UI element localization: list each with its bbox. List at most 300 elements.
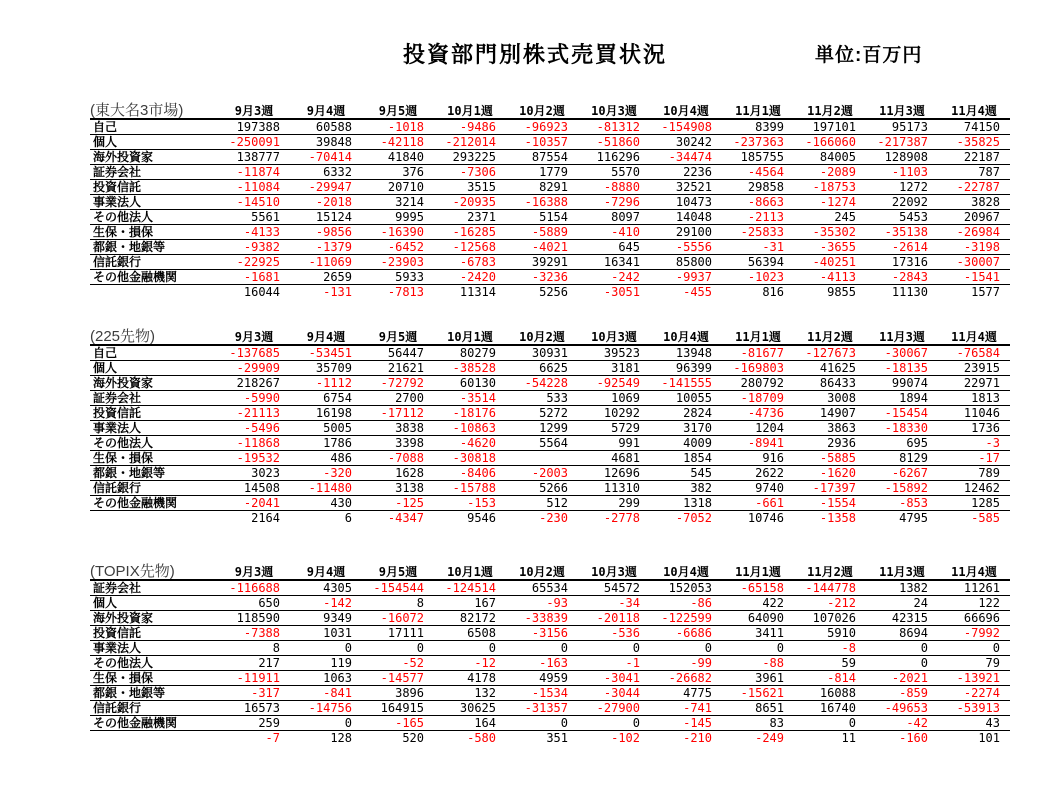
value-cell: 218267	[218, 376, 290, 391]
value-cell: 87554	[506, 150, 578, 165]
row-label: その他金融機関	[90, 270, 218, 285]
value-cell: 132	[434, 686, 506, 701]
value-cell: -12568	[434, 240, 506, 255]
value-cell: -38528	[434, 361, 506, 376]
value-cell: 65534	[506, 580, 578, 596]
value-cell: -18330	[866, 421, 938, 436]
value-cell: -3044	[578, 686, 650, 701]
value-cell: 1813	[938, 391, 1010, 406]
value-cell: 5256	[539, 285, 568, 299]
week-header: 11月1週	[722, 330, 794, 345]
row-label: 投資信託	[90, 180, 218, 195]
value-cell: 85800	[650, 255, 722, 270]
value-cell: -142	[290, 596, 362, 611]
week-header: 10月3週	[578, 104, 650, 119]
value-cell: -6686	[650, 626, 722, 641]
value-cell: 4305	[290, 580, 362, 596]
value-cell: 5729	[578, 421, 650, 436]
value-cell: 30242	[650, 135, 722, 150]
value-cell: 5910	[794, 626, 866, 641]
value-cell: 164	[434, 716, 506, 731]
value-cell: 41840	[362, 150, 434, 165]
value-cell: -20118	[578, 611, 650, 626]
value-cell: 16740	[794, 701, 866, 716]
value-cell: 3863	[794, 421, 866, 436]
value-cell: 533	[506, 391, 578, 406]
value-cell: 520	[402, 731, 424, 745]
week-header: 9月5週	[362, 104, 434, 119]
week-header: 11月4週	[938, 565, 1010, 580]
value-cell: 0	[866, 656, 938, 671]
value-cell: 4009	[650, 436, 722, 451]
table-row	[90, 135, 1010, 150]
value-cell: 11	[841, 731, 856, 745]
value-cell: -1534	[506, 686, 578, 701]
value-cell: -153	[434, 496, 506, 511]
value-cell: -1103	[866, 165, 938, 180]
row-label: 信託銀行	[90, 481, 218, 496]
value-cell: -30007	[938, 255, 1010, 270]
value-cell: 787	[938, 165, 1010, 180]
value-cell: 0	[506, 641, 578, 656]
value-cell: -2843	[866, 270, 938, 285]
value-cell: 32521	[650, 180, 722, 195]
value-cell: 8097	[578, 210, 650, 225]
value-cell: 4178	[434, 671, 506, 686]
value-cell: 0	[794, 716, 866, 731]
value-cell: 280792	[722, 376, 794, 391]
week-header: 10月1週	[434, 330, 506, 345]
value-cell: 10746	[747, 511, 784, 525]
row-label: 自己	[90, 345, 218, 361]
value-cell: -127673	[794, 345, 866, 361]
value-cell: -76584	[938, 345, 1010, 361]
table-row	[90, 626, 1010, 641]
value-cell: -52	[362, 656, 434, 671]
value-cell: -116688	[218, 580, 290, 596]
value-cell: -16072	[362, 611, 434, 626]
row-label: 都銀・地銀等	[90, 240, 218, 255]
value-cell: 16044	[243, 285, 280, 299]
value-cell: -14577	[362, 671, 434, 686]
value-cell: -10357	[506, 135, 578, 150]
value-cell: 2622	[722, 466, 794, 481]
value-cell: -10863	[434, 421, 506, 436]
value-cell: -26682	[650, 671, 722, 686]
value-cell: 0	[434, 641, 506, 656]
row-label: 海外投資家	[90, 376, 218, 391]
value-cell: 0	[290, 716, 362, 731]
table-row	[90, 436, 1010, 451]
value-cell: -4113	[794, 270, 866, 285]
value-cell: 14907	[794, 406, 866, 421]
value-cell: 197101	[794, 119, 866, 135]
value-cell: 3008	[794, 391, 866, 406]
value-cell: -2003	[506, 466, 578, 481]
value-cell: -11911	[218, 671, 290, 686]
value-cell: -17112	[362, 406, 434, 421]
value-cell: -13921	[938, 671, 1010, 686]
value-cell: -217387	[866, 135, 938, 150]
value-cell: -1274	[794, 195, 866, 210]
value-cell: -2113	[722, 210, 794, 225]
table-topix-futures	[90, 565, 1010, 745]
value-cell: -7388	[218, 626, 290, 641]
value-cell: 4795	[899, 511, 928, 525]
value-cell: -81312	[578, 119, 650, 135]
value-cell: 3214	[362, 195, 434, 210]
value-cell: 23915	[938, 361, 1010, 376]
value-cell: -141555	[650, 376, 722, 391]
value-cell: -1620	[794, 466, 866, 481]
total-row	[90, 285, 1010, 300]
value-cell: -2274	[938, 686, 1010, 701]
row-label: 証券会社	[90, 391, 218, 406]
value-cell: -3514	[434, 391, 506, 406]
value-cell: -40251	[794, 255, 866, 270]
value-cell: -29947	[290, 180, 362, 195]
row-label: 自己	[90, 119, 218, 135]
value-cell: -8880	[578, 180, 650, 195]
value-cell: -51860	[578, 135, 650, 150]
value-cell: -54228	[506, 376, 578, 391]
table-row	[90, 421, 1010, 436]
value-cell: -1023	[722, 270, 794, 285]
value-cell: 1069	[578, 391, 650, 406]
table-row	[90, 580, 1010, 596]
week-header: 11月1週	[722, 565, 794, 580]
table-row	[90, 701, 1010, 716]
value-cell: 54572	[578, 580, 650, 596]
week-header: 10月1週	[434, 104, 506, 119]
value-cell: -7813	[387, 285, 424, 299]
week-header-row	[90, 330, 1010, 345]
week-header: 9月3週	[218, 104, 290, 119]
value-cell: 5453	[866, 210, 938, 225]
value-cell: 41625	[794, 361, 866, 376]
value-cell: -7296	[578, 195, 650, 210]
value-cell: -92549	[578, 376, 650, 391]
value-cell: 430	[290, 496, 362, 511]
value-cell: -88	[722, 656, 794, 671]
value-cell: 916	[722, 451, 794, 466]
value-cell: 17111	[362, 626, 434, 641]
value-cell: -21113	[218, 406, 290, 421]
value-cell: 512	[506, 496, 578, 511]
table-tokyo-osaka-nagoya	[90, 104, 1010, 299]
row-label: 投資信託	[90, 626, 218, 641]
value-cell: -249	[755, 731, 784, 745]
week-header: 11月2週	[794, 104, 866, 119]
row-label: 都銀・地銀等	[90, 686, 218, 701]
value-cell: 6332	[290, 165, 362, 180]
value-cell: 3515	[434, 180, 506, 195]
value-cell: 695	[866, 436, 938, 451]
value-cell: 39291	[506, 255, 578, 270]
row-label: その他金融機関	[90, 496, 218, 511]
value-cell: 74150	[938, 119, 1010, 135]
week-header: 11月4週	[938, 330, 1010, 345]
value-cell: -53913	[938, 701, 1010, 716]
value-cell: -18753	[794, 180, 866, 195]
value-cell: 22971	[938, 376, 1010, 391]
value-cell: -1541	[938, 270, 1010, 285]
table-row	[90, 345, 1010, 361]
value-cell: -6783	[434, 255, 506, 270]
table-row	[90, 255, 1010, 270]
value-cell: 60588	[290, 119, 362, 135]
row-label: その他法人	[90, 656, 218, 671]
value-cell: 2659	[290, 270, 362, 285]
value-cell: 8399	[722, 119, 794, 135]
value-cell: 1031	[290, 626, 362, 641]
value-cell: 22187	[938, 150, 1010, 165]
value-cell: 0	[722, 641, 794, 656]
row-label: 個人	[90, 135, 218, 150]
table-nikkei225-futures	[90, 330, 1010, 525]
value-cell: 16088	[794, 686, 866, 701]
value-cell: -580	[467, 731, 496, 745]
value-cell: 4775	[650, 686, 722, 701]
value-cell: -25833	[722, 225, 794, 240]
value-cell: 5561	[218, 210, 290, 225]
value-cell: -2021	[866, 671, 938, 686]
value-cell: 1204	[722, 421, 794, 436]
value-cell: -1681	[218, 270, 290, 285]
value-cell: -11868	[218, 436, 290, 451]
value-cell: -1	[578, 656, 650, 671]
value-cell: -3198	[938, 240, 1010, 255]
value-cell: -585	[971, 511, 1000, 525]
value-cell: -18135	[866, 361, 938, 376]
value-cell: 95173	[866, 119, 938, 135]
value-cell: 382	[650, 481, 722, 496]
row-label: 生保・損保	[90, 671, 218, 686]
value-cell: 17316	[866, 255, 938, 270]
value-cell: -1018	[362, 119, 434, 135]
value-cell: 4959	[506, 671, 578, 686]
value-cell: 0	[938, 641, 1010, 656]
value-cell: -536	[578, 626, 650, 641]
value-cell: 11314	[459, 285, 496, 299]
value-cell: 11261	[938, 580, 1010, 596]
value-cell: -2018	[290, 195, 362, 210]
value-cell: 3170	[650, 421, 722, 436]
value-cell: -4021	[506, 240, 578, 255]
value-cell: 9995	[362, 210, 434, 225]
value-cell: 9740	[722, 481, 794, 496]
value-cell: -853	[866, 496, 938, 511]
value-cell: -15892	[866, 481, 938, 496]
value-cell: -237363	[722, 135, 794, 150]
value-cell: 56394	[722, 255, 794, 270]
value-cell: 1779	[506, 165, 578, 180]
value-cell: 60130	[434, 376, 506, 391]
table-row	[90, 496, 1010, 511]
value-cell: -7	[265, 731, 280, 745]
value-cell: -3156	[506, 626, 578, 641]
value-cell: 1628	[362, 466, 434, 481]
value-cell: -14510	[218, 195, 290, 210]
value-cell: 152053	[650, 580, 722, 596]
value-cell: 8	[362, 596, 434, 611]
value-cell: 486	[290, 451, 362, 466]
value-cell: -65158	[722, 580, 794, 596]
value-cell: 6754	[290, 391, 362, 406]
value-cell: 1894	[866, 391, 938, 406]
week-header: 11月3週	[866, 330, 938, 345]
value-cell: 35709	[290, 361, 362, 376]
value-cell: -661	[722, 496, 794, 511]
value-cell: -410	[578, 225, 650, 240]
row-label: 事業法人	[90, 195, 218, 210]
week-header: 9月5週	[362, 330, 434, 345]
value-cell: 545	[650, 466, 722, 481]
value-cell: -22925	[218, 255, 290, 270]
value-cell: -42118	[362, 135, 434, 150]
value-cell: -2778	[603, 511, 640, 525]
value-cell: 1577	[971, 285, 1000, 299]
value-cell: -18176	[434, 406, 506, 421]
value-cell: -16390	[362, 225, 434, 240]
value-cell: 83	[722, 716, 794, 731]
table-row	[90, 406, 1010, 421]
value-cell: -455	[683, 285, 712, 299]
value-cell: 128	[330, 731, 352, 745]
section-label: (225先物)	[90, 330, 218, 345]
row-label	[90, 731, 218, 746]
value-cell: 3838	[362, 421, 434, 436]
row-label: 都銀・地銀等	[90, 466, 218, 481]
value-cell: -154908	[650, 119, 722, 135]
value-cell: -16285	[434, 225, 506, 240]
value-cell: 789	[938, 466, 1010, 481]
value-cell: 3828	[938, 195, 1010, 210]
value-cell: 119	[290, 656, 362, 671]
value-cell: 11046	[938, 406, 1010, 421]
table-row	[90, 240, 1010, 255]
value-cell: 3023	[218, 466, 290, 481]
value-cell: 138777	[218, 150, 290, 165]
value-cell: -2614	[866, 240, 938, 255]
value-cell: 14048	[650, 210, 722, 225]
row-label: 海外投資家	[90, 150, 218, 165]
week-header: 11月2週	[794, 565, 866, 580]
value-cell: -30067	[866, 345, 938, 361]
value-cell: 101	[978, 731, 1000, 745]
value-cell: -859	[866, 686, 938, 701]
table-row	[90, 641, 1010, 656]
value-cell: 43	[938, 716, 1010, 731]
value-cell: -31	[722, 240, 794, 255]
value-cell: 10473	[650, 195, 722, 210]
value-cell: -6267	[866, 466, 938, 481]
value-cell: -33839	[506, 611, 578, 626]
value-cell: -212014	[434, 135, 506, 150]
value-cell: 3896	[362, 686, 434, 701]
value-cell: 9855	[827, 285, 856, 299]
value-cell: -144778	[794, 580, 866, 596]
value-cell: -96923	[506, 119, 578, 135]
value-cell: 10292	[578, 406, 650, 421]
value-cell: -2089	[794, 165, 866, 180]
value-cell: 0	[578, 641, 650, 656]
value-cell	[506, 451, 578, 466]
value-cell: -841	[290, 686, 362, 701]
value-cell: 86433	[794, 376, 866, 391]
value-cell: -5885	[794, 451, 866, 466]
value-cell: -137685	[218, 345, 290, 361]
value-cell: -3655	[794, 240, 866, 255]
value-cell: -3051	[603, 285, 640, 299]
value-cell: -15454	[866, 406, 938, 421]
week-header: 11月3週	[866, 565, 938, 580]
value-cell: 6625	[506, 361, 578, 376]
value-cell: 245	[794, 210, 866, 225]
value-cell: 30931	[506, 345, 578, 361]
value-cell: -17	[938, 451, 1010, 466]
value-cell: 1382	[866, 580, 938, 596]
week-header: 10月2週	[506, 330, 578, 345]
value-cell: 0	[362, 641, 434, 656]
value-cell: -26984	[938, 225, 1010, 240]
value-cell: -15621	[722, 686, 794, 701]
week-header: 9月4週	[290, 565, 362, 580]
week-header: 10月2週	[506, 104, 578, 119]
value-cell: 107026	[794, 611, 866, 626]
value-cell: 29858	[722, 180, 794, 195]
value-cell: -814	[794, 671, 866, 686]
value-cell: 299	[578, 496, 650, 511]
value-cell: 80279	[434, 345, 506, 361]
value-cell: 8291	[506, 180, 578, 195]
value-cell: 3961	[722, 671, 794, 686]
value-cell: -11874	[218, 165, 290, 180]
value-cell: 0	[866, 641, 938, 656]
value-cell: 8	[218, 641, 290, 656]
value-cell: -160	[899, 731, 928, 745]
table-row	[90, 376, 1010, 391]
value-cell: -124514	[434, 580, 506, 596]
value-cell: -2041	[218, 496, 290, 511]
value-cell: 217	[218, 656, 290, 671]
value-cell: -99	[650, 656, 722, 671]
table-row	[90, 180, 1010, 195]
week-header: 11月1週	[722, 104, 794, 119]
value-cell: 0	[506, 716, 578, 731]
week-header: 11月2週	[794, 330, 866, 345]
section-label: (TOPIX先物)	[90, 565, 218, 580]
value-cell: 1854	[650, 451, 722, 466]
value-cell: 376	[362, 165, 434, 180]
value-cell: 2824	[650, 406, 722, 421]
value-cell: -230	[539, 511, 568, 525]
week-header-row	[90, 104, 1010, 119]
value-cell: 1736	[938, 421, 1010, 436]
value-cell: -8	[794, 641, 866, 656]
value-cell: 991	[578, 436, 650, 451]
value-cell: -16388	[506, 195, 578, 210]
table-row	[90, 225, 1010, 240]
value-cell: 645	[578, 240, 650, 255]
week-header: 9月5週	[362, 565, 434, 580]
row-label	[90, 511, 218, 526]
value-cell: -6452	[362, 240, 434, 255]
value-cell: -19532	[218, 451, 290, 466]
row-label: 信託銀行	[90, 701, 218, 716]
row-label: 個人	[90, 596, 218, 611]
value-cell: 122	[938, 596, 1010, 611]
